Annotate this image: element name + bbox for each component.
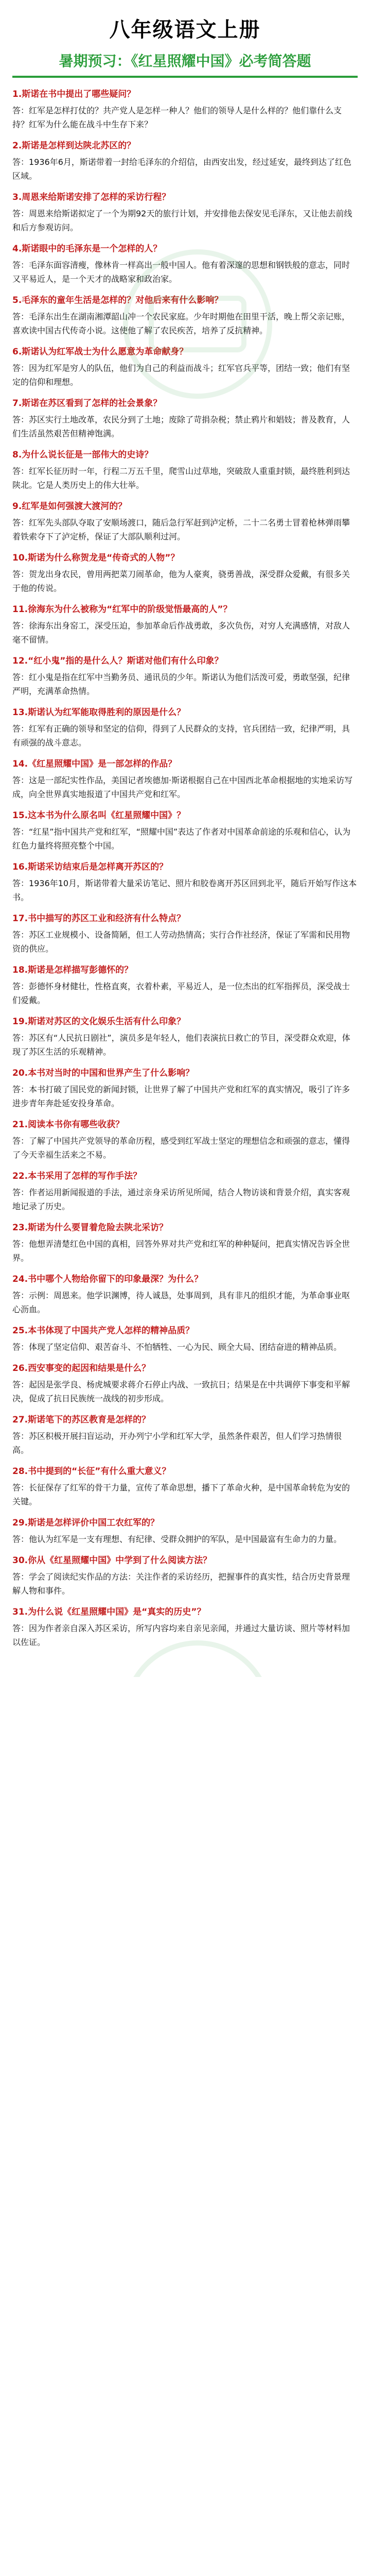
answer-text: 答：红军先头部队夺取了安顺场渡口，随后急行军赶到泸定桥，二十二名勇士冒着枪林弹雨攀着铁索夺下了泸定桥，保证了大部队顺利过河。 <box>12 518 350 541</box>
question-text: 18.斯诺是怎样描写彭德怀的？ <box>12 965 133 975</box>
qa-item <box>12 1553 358 1598</box>
answer-text: 答：1936年10月，斯诺带着大量采访笔记、照片和胶卷离开苏区回到北平，随后开始写作这本书。 <box>12 878 357 902</box>
page-title: 八年级语文上册 <box>109 18 261 42</box>
question-text: 20.本书对当时的中国和世界产生了什么影响？ <box>12 1068 195 1078</box>
qa-item <box>12 396 358 440</box>
answer-text: 答：贺龙出身农民，曾用两把菜刀闹革命，他为人豪爽，骁勇善战，深受群众爱戴，有很多关于他的传说。 <box>12 569 350 593</box>
question-text: 29.斯诺是怎样评价中国工农红军的？ <box>12 1518 160 1528</box>
qa-item <box>12 1324 358 1354</box>
answer-text: 答：苏区积极开展扫盲运动，开办列宁小学和红军大学，虽然条件艰苦，但人们学习热情很高。 <box>12 1431 342 1455</box>
question-text: 10.斯诺为什么称贺龙是“传奇式的人物”？ <box>12 553 180 563</box>
answer-text: 答：长征保存了红军的骨干力量，宣传了革命思想，播下了革命火种，是中国革命转危为安的关键。 <box>12 1483 350 1506</box>
question-text: 6.斯诺认为红军战士为什么愿意为革命献身？ <box>12 347 188 357</box>
question-text: 7.斯诺在苏区看到了怎样的社会景象？ <box>12 398 162 409</box>
question-text: 17.书中描写的苏区工业和经济有什么特点？ <box>12 913 186 924</box>
qa-item <box>12 602 358 647</box>
question-text: 2.斯诺是怎样到达陕北苏区的？ <box>12 141 136 151</box>
answer-text: 答：苏区实行土地改革，农民分到了土地；废除了苛捐杂税；禁止鸦片和娼妓；普及教育，人们生活虽然艰苦但精神饱满。 <box>12 415 350 438</box>
answer-text: 答：学会了阅读纪实作品的方法：关注作者的采访经历，把握事件的真实性，结合历史背景理解人物和事件。 <box>12 1572 350 1596</box>
question-text: 26.西安事变的起因和结果是什么？ <box>12 1363 151 1374</box>
qa-item <box>12 1117 358 1162</box>
answer-text: 答：因为红军是穷人的队伍，他们为自己的利益而战斗；红军官兵平等，团结一致；他们有坚定的信仰和理想。 <box>12 363 350 387</box>
qa-item <box>12 293 358 337</box>
qa-item <box>12 963 358 1007</box>
qa-item <box>12 345 358 389</box>
answer-text: 答：因为作者亲自深入苏区采访，所写内容均来自亲见亲闻，并通过大量访谈、照片等材料加以佐证。 <box>12 1623 350 1647</box>
qa-item <box>12 1516 358 1546</box>
qa-item <box>12 139 358 183</box>
qa-item <box>12 1066 358 1110</box>
qa-item <box>12 654 358 698</box>
qa-item <box>12 1169 358 1213</box>
question-text: 30.你从《红星照耀中国》中学到了什么阅读方法？ <box>12 1555 212 1566</box>
question-text: 11.徐海东为什么被称为“红军中的阶级觉悟最高的人”？ <box>12 604 232 615</box>
answer-text: 答：示例：周恩来。他学识渊博，待人诚恳，处事周到，具有非凡的组织才能，为革命事业呕心沥血。 <box>12 1291 350 1314</box>
question-text: 13.斯诺认为红军能取得胜利的原因是什么？ <box>12 707 186 718</box>
question-text: 8.为什么说长征是一部伟大的史诗？ <box>12 450 153 460</box>
question-text: 27.斯诺笔下的苏区教育是怎样的？ <box>12 1415 151 1425</box>
question-text: 5.毛泽东的童年生活是怎样的？对他后来有什么影响？ <box>12 295 223 306</box>
question-text: 1.斯诺在书中提出了哪些疑问？ <box>12 89 136 99</box>
answer-text: 答：红军是怎样打仗的？共产党人是怎样一种人？他们的领导人是什么样的？他们靠什么支持？红军为什么能在战斗中生存下来？ <box>12 106 342 129</box>
answer-text: 答：“红星”指中国共产党和红军，“照耀中国”表达了作者对中国革命前途的乐观和信心，认为红色力量终将照亮整个中国。 <box>12 827 351 851</box>
question-text: 9.红军是如何强渡大渡河的？ <box>12 501 127 512</box>
answer-text: 答：周恩来给斯诺拟定了一个为期92天的旅行计划，并安排他去保安见毛泽东，又让他去前线和后方参观访问。 <box>12 209 353 232</box>
answer-text: 答：作者运用新闻报道的手法，通过亲身采访所见所闻，结合人物访谈和背景介绍，真实客观地记录了历史。 <box>12 1188 350 1211</box>
question-text: 4.斯诺眼中的毛泽东是一个怎样的人？ <box>12 244 162 254</box>
qa-item <box>12 757 358 801</box>
qa-item <box>12 551 358 595</box>
question-text: 24.书中哪个人物给你留下的印象最深？为什么？ <box>12 1274 203 1284</box>
qa-item <box>12 448 358 492</box>
answer-text: 答：他想弄清楚红色中国的真相，回答外界对共产党和红军的种种疑问，把真实情况告诉全世界。 <box>12 1239 350 1263</box>
question-text: 31.为什么说《红星照耀中国》是“真实的历史”？ <box>12 1607 206 1617</box>
qa-item <box>12 911 358 956</box>
qa-list <box>12 87 358 1649</box>
question-text: 16.斯诺采访结束后是怎样离开苏区的？ <box>12 862 168 872</box>
qa-item <box>12 87 358 131</box>
qa-item <box>12 1221 358 1265</box>
answer-text: 答：他认为红军是一支有理想、有纪律、受群众拥护的军队，是中国最富有生命力的力量。 <box>12 1534 342 1544</box>
question-text: 19.斯诺对苏区的文化娱乐生活有什么印象？ <box>12 1016 186 1027</box>
question-text: 15.这本书为什么原名叫《红星照耀中国》？ <box>12 810 186 821</box>
question-text: 23.斯诺为什么要冒着危险去陕北采访？ <box>12 1223 168 1233</box>
answer-text: 答：起因是张学良、杨虎城要求蒋介石停止内战、一致抗日；结果是在中共调停下事变和平解决，促成了抗日民族统一战线的初步形成。 <box>12 1380 350 1403</box>
answer-text: 答：毛泽东出生在湖南湘潭韶山冲一个农民家庭。少年时期他在田里干活，晚上帮父亲记账，喜欢读中国古代传奇小说。这使他了解了农民疾苦，培养了反抗精神。 <box>12 312 350 335</box>
question-text: 21.阅读本书你有哪些收获？ <box>12 1120 125 1130</box>
qa-item <box>12 190 358 234</box>
question-text: 12.“红小鬼”指的是什么人？斯诺对他们有什么印象？ <box>12 656 223 666</box>
qa-item <box>12 1605 358 1649</box>
title-divider <box>12 76 358 78</box>
question-text: 14.《红星照耀中国》是一部怎样的作品？ <box>12 759 177 769</box>
qa-item <box>12 1413 358 1457</box>
question-text: 22.本书采用了怎样的写作手法？ <box>12 1171 142 1181</box>
page-subtitle: 暑期预习：《红星照耀中国》必考简答题 <box>59 53 311 70</box>
answer-text: 答：毛泽东面容清瘦，像林肯一样高出一般中国人。他有着深邃的思想和钢铁般的意志，同时又平易近人，是一个天才的战略家和政治家。 <box>12 260 350 284</box>
answer-text: 答：红小鬼是指在红军中当勤务员、通讯员的少年。斯诺认为他们活泼可爱，勇敢坚强，纪律严明，充满革命热情。 <box>12 672 350 696</box>
qa-item <box>12 1014 358 1059</box>
question-text: 3.周恩来给斯诺安排了怎样的采访行程？ <box>12 192 171 202</box>
qa-item <box>12 499 358 544</box>
answer-text: 答：了解了中国共产党领导的革命历程，感受到红军战士坚定的理想信念和顽强的意志，懂得了今天幸福生活来之不易。 <box>12 1136 350 1160</box>
qa-item <box>12 1272 358 1316</box>
qa-item <box>12 242 358 286</box>
answer-text: 答：彭德怀身材健壮，性格直爽，衣着朴素，平易近人，是一位杰出的红军指挥员，深受战士们爱戴。 <box>12 981 350 1005</box>
qa-item <box>12 1464 358 1509</box>
answer-text: 答：1936年6月，斯诺带着一封给毛泽东的介绍信，由西安出发，经过延安，最终到达了红色区域。 <box>12 157 351 181</box>
answer-text: 答：苏区工业规模小、设备简陋，但工人劳动热情高；实行合作社经济，保证了军需和民用物资的供应。 <box>12 930 350 954</box>
qa-item <box>12 705 358 750</box>
answer-text: 答：红军有正确的领导和坚定的信仰，得到了人民群众的支持，官兵团结一致，纪律严明，具有顽强的战斗意志。 <box>12 724 350 748</box>
answer-text: 答：红军长征历时一年，行程二万五千里，爬雪山过草地，突破敌人重重封锁，最终胜利到达陕北。它是人类历史上的伟大壮举。 <box>12 466 350 490</box>
qa-item <box>12 860 358 904</box>
answer-text: 答：这是一部纪实性作品，美国记者埃德加·斯诺根据自己在中国西北革命根据地的实地采访写成，向全世界真实地报道了中国共产党和红军。 <box>12 775 353 799</box>
answer-text: 答：本书打破了国民党的新闻封锁，让世界了解了中国共产党和红军的真实情况，吸引了许多进步青年奔赴延安投身革命。 <box>12 1084 350 1108</box>
question-text: 25.本书体现了中国共产党人怎样的精神品质？ <box>12 1326 195 1336</box>
question-text: 28.书中提到的“长征”有什么重大意义？ <box>12 1466 171 1477</box>
qa-item <box>12 1361 358 1405</box>
qa-item <box>12 808 358 853</box>
answer-text: 答：体现了坚定信仰、艰苦奋斗、不怕牺牲、一心为民、顾全大局、团结奋进的精神品质。 <box>12 1342 342 1352</box>
answer-text: 答：徐海东出身窑工，深受压迫，参加革命后作战勇敢，多次负伤，对穷人充满感情，对敌人毫不留情。 <box>12 621 350 645</box>
answer-text: 答：苏区有“人民抗日剧社”，演员多是年轻人，他们表演抗日救亡的节目，深受群众欢迎，体现了苏区生活的乐观精神。 <box>12 1033 350 1057</box>
